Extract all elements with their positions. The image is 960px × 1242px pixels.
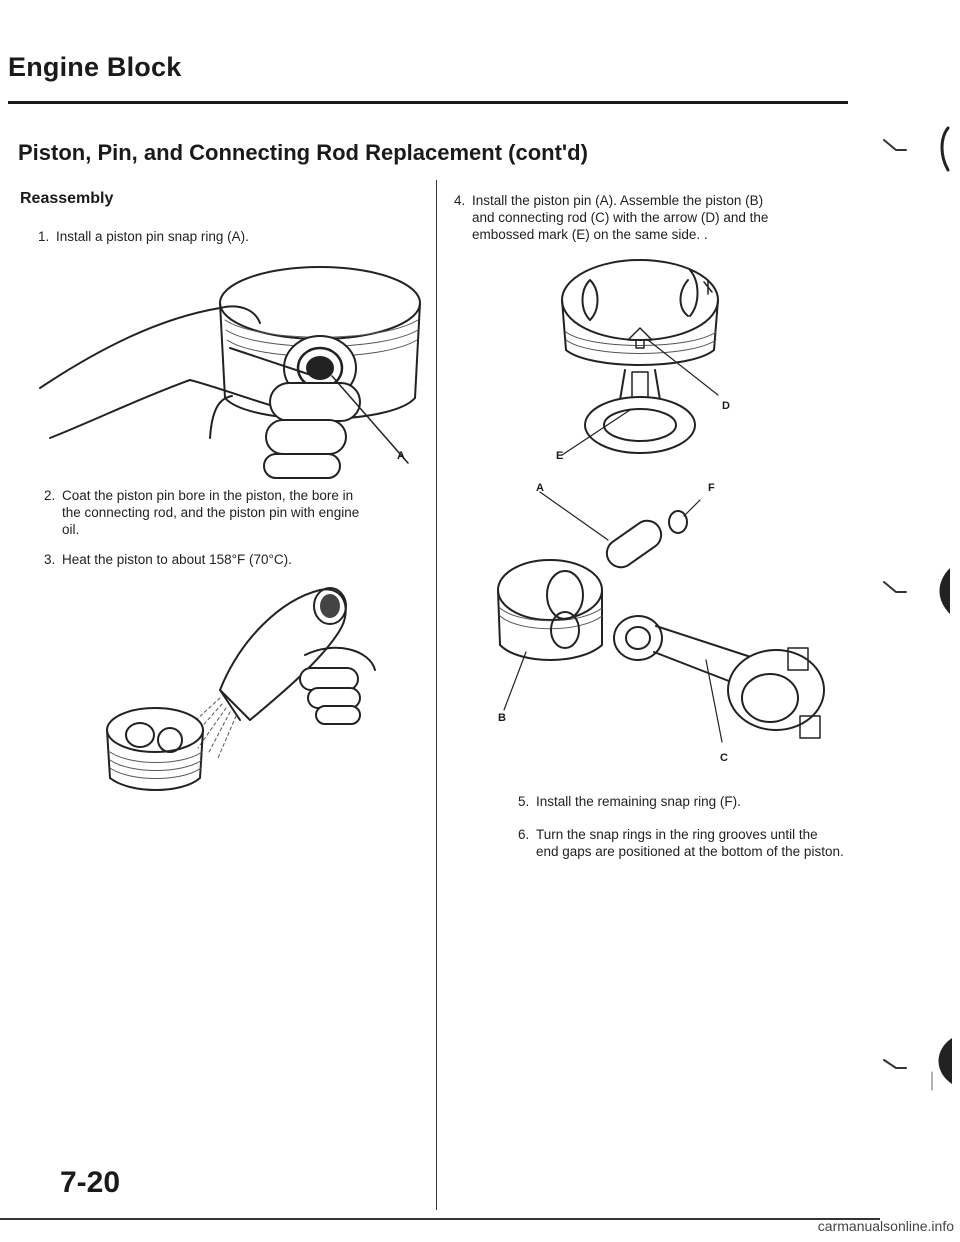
figure-label: E [556,450,564,462]
step-number: 3. [44,552,56,567]
step-number: 1. [38,229,50,244]
corner-mark-middle [880,560,960,620]
step-text-line: oil. [62,522,80,537]
figure-label: A [397,450,405,462]
subheading-reassembly: Reassembly [20,190,114,207]
step-text-line: the connecting rod, and the piston pin with engine [62,505,360,520]
step-text-line: and connecting rod (C) with the arrow (D) and the [472,210,769,225]
corner-mark-bottom [880,1020,960,1090]
title-rule [8,101,848,104]
figure-label: B [498,712,506,724]
step-number: 2. [44,488,56,503]
step-text-line: Turn the snap rings in the ring grooves until the [536,827,818,842]
step-text-line: end gaps are positioned at the bottom of the piston. [536,844,844,859]
figure-snap-ring-install [20,248,440,478]
page-number: 7-20 [60,1166,121,1199]
corner-mark-top [880,118,960,178]
step-number: 6. [518,827,530,842]
section-title: Piston, Pin, and Connecting Rod Replacement (cont'd) [18,140,588,165]
figure-label: D [722,400,730,412]
step-text-line: Install the piston pin (A). Assemble the piston (B) [472,193,764,208]
step-text-line: Heat the piston to about 158°F (70°C). [62,552,292,567]
step-text-line: Install the remaining snap ring (F). [536,794,741,809]
figure-piston-rod-assembled [540,250,740,470]
figure-heat-gun [90,580,380,800]
figure-label: F [708,482,715,494]
figure-piston-rod-exploded [470,480,840,780]
step-number: 4. [454,193,466,208]
step-text-line: embossed mark (E) on the same side. . [472,227,708,242]
page-title: Engine Block [8,52,182,82]
figure-label: A [536,482,544,494]
figure-label: C [720,752,728,764]
watermark: carmanualsonline.info [817,1218,954,1234]
step-text-line: Install a piston pin snap ring (A). [56,229,249,244]
step-number: 5. [518,794,530,809]
footer-rule [0,1218,880,1220]
step-text-line: Coat the piston pin bore in the piston, the bore in [62,488,354,503]
